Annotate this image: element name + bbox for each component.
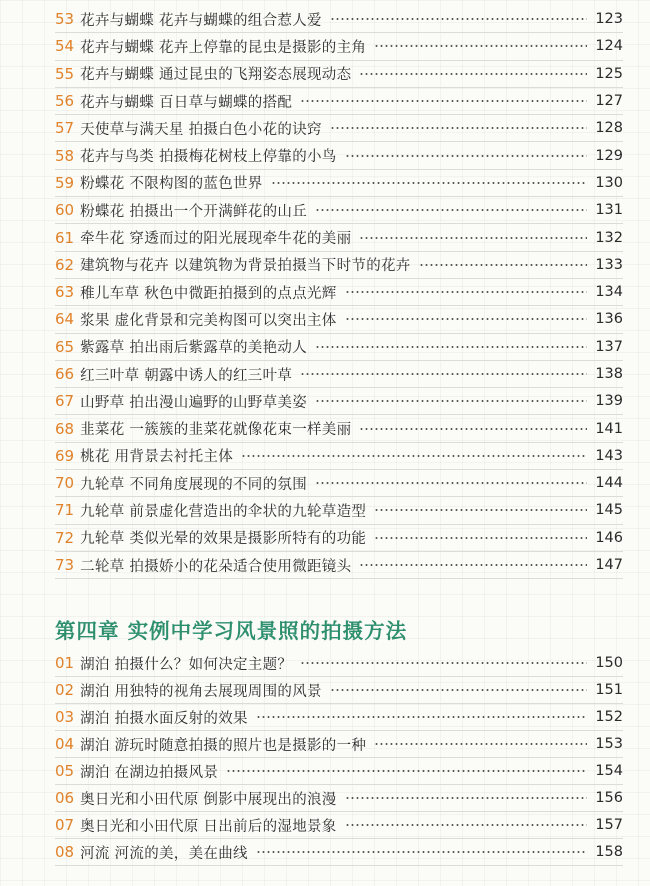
toc-entry[interactable] — [55, 704, 623, 731]
entry-title: 花卉与鸟类 拍摄梅花树枝上停靠的小鸟 — [80, 149, 337, 166]
entry-number: 05 — [55, 762, 75, 780]
toc-entry[interactable] — [55, 812, 623, 839]
leader-dots — [359, 428, 587, 430]
entry-number: 68 — [55, 419, 75, 438]
entry-number: 70 — [55, 474, 75, 493]
entry-number: 60 — [55, 201, 75, 220]
entry-title: 湖泊 游玩时随意拍摄的照片也是摄影的一种 — [80, 737, 367, 754]
entry-title: 奥日光和小田代原 倒影中展现出的浪漫 — [80, 791, 337, 808]
entry-page: 125 — [595, 65, 623, 82]
entry-title: 湖泊 在湖边拍摄风景 — [80, 764, 219, 781]
entry-number: 66 — [55, 365, 75, 383]
entry-number: 06 — [55, 789, 75, 807]
entry-page: 158 — [595, 844, 623, 860]
entry-page: 147 — [595, 557, 623, 574]
entry-number: 02 — [55, 681, 75, 699]
entry-title: 天使草与满天星 拍摄白色小花的诀窍 — [80, 121, 322, 138]
entry-title: 九轮草 类似光晕的效果是摄影所特有的功能 — [80, 531, 367, 548]
toc-entry[interactable] — [55, 677, 623, 704]
leader-dots — [345, 797, 587, 799]
toc-entry[interactable] — [55, 361, 623, 388]
toc-entry[interactable] — [55, 525, 623, 552]
entry-title: 二轮草 拍摄娇小的花朵适合使用微距镜头 — [80, 558, 352, 575]
entry-number: 54 — [55, 37, 75, 56]
entry-number: 62 — [55, 255, 75, 274]
toc-entry[interactable] — [55, 115, 623, 142]
entry-page: 143 — [595, 447, 623, 464]
entry-title: 奥日光和小田代原 日出前后的湿地景象 — [80, 818, 337, 835]
leader-dots — [256, 851, 587, 853]
leader-dots — [374, 743, 587, 745]
toc-entry[interactable] — [55, 6, 623, 33]
entry-page: 154 — [595, 763, 623, 779]
entry-number: 67 — [55, 392, 75, 411]
leader-dots — [330, 127, 587, 129]
toc-entry[interactable] — [55, 731, 623, 758]
leader-dots — [315, 209, 587, 211]
entry-title: 花卉与蝴蝶 通过昆虫的飞翔姿态展现动态 — [80, 67, 352, 84]
entry-page: 141 — [595, 420, 623, 437]
leader-dots — [345, 155, 587, 157]
entry-page: 131 — [595, 202, 623, 219]
toc-section-chapter-4 — [55, 650, 623, 866]
leader-dots — [300, 373, 587, 375]
leader-dots — [271, 182, 587, 184]
entry-title: 花卉与蝴蝶 花卉与蝴蝶的组合惹人爱 — [80, 12, 322, 29]
leader-dots — [359, 73, 587, 75]
entry-number: 64 — [55, 310, 75, 329]
leader-dots — [300, 662, 587, 664]
toc-entry[interactable] — [55, 497, 623, 524]
entry-number: 59 — [55, 173, 75, 192]
entry-page: 153 — [595, 736, 623, 752]
toc-entry[interactable] — [55, 388, 623, 415]
toc-entry[interactable] — [55, 33, 623, 60]
toc-entry[interactable] — [55, 758, 623, 785]
leader-dots — [359, 564, 587, 566]
entry-number: 58 — [55, 146, 75, 165]
entry-title: 九轮草 不同角度展现的不同的氛围 — [80, 476, 308, 493]
toc-entry[interactable] — [55, 197, 623, 224]
entry-page: 134 — [595, 284, 623, 301]
entry-number: 55 — [55, 64, 75, 83]
toc-entry[interactable] — [55, 839, 623, 866]
toc-entry[interactable] — [55, 170, 623, 197]
entry-title: 桃花 用背景去衬托主体 — [80, 449, 234, 466]
entry-number: 53 — [55, 10, 75, 29]
entry-number: 08 — [55, 843, 75, 861]
leader-dots — [345, 318, 587, 320]
entry-page: 132 — [595, 229, 623, 246]
toc-entry[interactable] — [55, 142, 623, 169]
entry-title: 湖泊 用独特的视角去展现周围的风景 — [80, 683, 322, 700]
entry-title: 粉蝶花 拍摄出一个开满鲜花的山丘 — [80, 203, 308, 220]
entry-number: 07 — [55, 816, 75, 834]
entry-number: 01 — [55, 654, 75, 672]
entry-page: 128 — [595, 120, 623, 137]
entry-number: 04 — [55, 735, 75, 753]
entry-title: 湖泊 拍摄水面反射的效果 — [80, 710, 248, 727]
entry-title: 韭菜花 一簇簇的韭菜花就像花束一样美丽 — [80, 422, 352, 439]
leader-dots — [315, 400, 587, 402]
toc-entry[interactable] — [55, 224, 623, 251]
leader-dots — [330, 689, 587, 691]
toc-entry[interactable] — [55, 334, 623, 361]
leader-dots — [345, 824, 587, 826]
chapter-heading: 第四章 实例中学习风景照的拍摄方法 — [55, 619, 408, 643]
entry-number: 71 — [55, 501, 75, 520]
leader-dots — [374, 45, 587, 47]
entry-title: 建筑物与花卉 以建筑物为背景拍摄当下时节的花卉 — [80, 258, 411, 275]
entry-title: 花卉与蝴蝶 花卉上停靠的昆虫是摄影的主角 — [80, 39, 367, 56]
entry-page: 123 — [595, 11, 623, 28]
entry-number: 72 — [55, 528, 75, 547]
toc-entry[interactable] — [55, 306, 623, 333]
entry-number: 03 — [55, 708, 75, 726]
toc-entry[interactable] — [55, 279, 623, 306]
entry-page: 129 — [595, 147, 623, 164]
leader-dots — [419, 264, 587, 266]
leader-dots — [359, 237, 587, 239]
entry-page: 157 — [595, 817, 623, 833]
toc-entry[interactable] — [55, 88, 623, 115]
leader-dots — [374, 537, 587, 539]
entry-page: 130 — [595, 174, 623, 191]
entry-page: 144 — [595, 475, 623, 492]
entry-page: 124 — [595, 38, 623, 55]
entry-number: 69 — [55, 446, 75, 465]
entry-title: 湖泊 拍摄什么？如何决定主题？ — [80, 656, 293, 673]
entry-title: 红三叶草 朝露中诱人的红三叶草 — [80, 367, 293, 384]
entry-number: 61 — [55, 228, 75, 247]
entry-title: 浆果 虚化背景和完美构图可以突出主体 — [80, 312, 337, 329]
entry-number: 73 — [55, 556, 75, 575]
leader-dots — [241, 455, 587, 457]
entry-number: 57 — [55, 119, 75, 138]
entry-title: 稚儿车草 秋色中微距拍摄到的点点光辉 — [80, 285, 337, 302]
entry-page: 152 — [595, 709, 623, 725]
toc-entry[interactable] — [55, 61, 623, 88]
entry-page: 127 — [595, 93, 623, 110]
leader-dots — [256, 716, 587, 718]
entry-title: 花卉与蝴蝶 百日草与蝴蝶的搭配 — [80, 94, 293, 111]
entry-page: 150 — [595, 655, 623, 671]
entry-number: 63 — [55, 283, 75, 302]
entry-page: 151 — [595, 682, 623, 698]
entry-title: 山野草 拍出漫山遍野的山野草美姿 — [80, 394, 308, 411]
entry-title: 河流 河流的美，美在曲线 — [80, 845, 248, 862]
leader-dots — [315, 346, 587, 348]
entry-page: 133 — [595, 256, 623, 273]
leader-dots — [315, 482, 587, 484]
entry-page: 136 — [595, 311, 623, 328]
toc-entry[interactable] — [55, 470, 623, 497]
entry-title: 牵牛花 穿透而过的阳光展现牵牛花的美丽 — [80, 231, 352, 248]
toc-entry[interactable] — [55, 552, 623, 579]
entry-page: 156 — [595, 790, 623, 806]
toc-entry[interactable] — [55, 650, 623, 677]
entry-page: 138 — [595, 366, 623, 382]
entry-number: 65 — [55, 337, 75, 356]
toc-entry[interactable] — [55, 415, 623, 442]
entry-title: 紫露草 拍出雨后紫露草的美艳动人 — [80, 340, 308, 357]
leader-dots — [300, 100, 587, 102]
entry-page: 145 — [595, 502, 623, 519]
toc-entry[interactable] — [55, 785, 623, 812]
entry-page: 146 — [595, 529, 623, 546]
toc-section-chapter-3 — [55, 6, 623, 579]
leader-dots — [345, 291, 587, 293]
entry-number: 56 — [55, 92, 75, 111]
entry-page: 137 — [595, 338, 623, 355]
toc-entry[interactable] — [55, 443, 623, 470]
leader-dots — [374, 509, 587, 511]
leader-dots — [330, 18, 587, 20]
entry-page: 139 — [595, 393, 623, 410]
entry-title: 粉蝶花 不限构图的蓝色世界 — [80, 176, 263, 193]
toc-entry[interactable] — [55, 252, 623, 279]
leader-dots — [226, 770, 587, 772]
entry-title: 九轮草 前景虚化营造出的伞状的九轮草造型 — [80, 503, 367, 520]
